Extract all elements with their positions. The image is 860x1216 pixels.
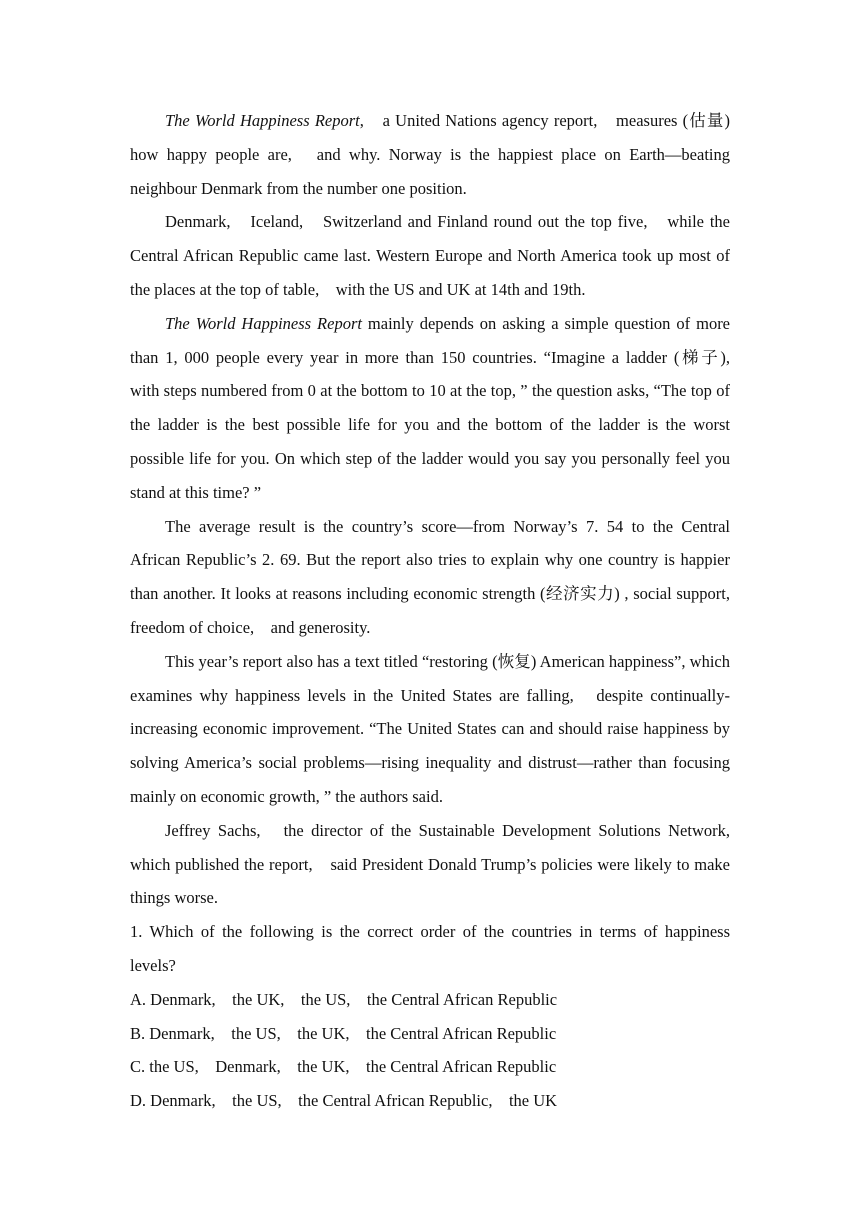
paragraph-4: The average result is the country’s score—from Norway’s 7. 54 to the Central African Republic’s 2. 69. But the report also tries to explain why one country is happier than another. It looks at reasons including economic strength (经济实力) , social support, freedom of choice, and generosity. <box>130 516 747 637</box>
option-c: C. the US, Denmark, the UK, the Central African Republic <box>130 1057 557 1077</box>
option-d: D. Denmark, the US, the Central African Republic, the UK <box>130 1091 558 1111</box>
paragraph-6: Jeffrey Sachs, the director of the Sustainable Development Solutions Network, which published the report, said President Donald Trump’s policies were likely to make things worse. <box>130 820 730 908</box>
reading-passage <box>130 104 747 915</box>
paragraph-1-text: , a United Nations agency report, measures (估量) how happy people are, and why. Norway is the happiest place on Earth—beating neighbour Denmark from the number one position. <box>130 111 730 198</box>
option-a: A. Denmark, the UK, the US, the Central African Republic <box>130 989 558 1009</box>
paragraph-2: Denmark, Iceland, Switzerland and Finland round out the top five, while the Central African Republic came last. Western Europe and North America took up most of the places at the top of table, with the US and UK at 14th and 19th. <box>130 212 730 299</box>
paragraph-1 <box>130 104 730 205</box>
paragraph-3-text: mainly depends on asking a simple question of more than 1, 000 people every year in more than 150 countries. “Imagine a ladder (梯子), with steps numbered from 0 at the bottom to 10 at the top, ” the question asks, “The top of the ladder is the best possible life for you and the bottom of the ladder is the worst possible life for you. On which step of the ladder would you say you personally feel you stand at this time? ” <box>130 313 747 502</box>
report-title: The World Happiness Report <box>165 111 360 130</box>
question-stem: 1. Which of the following is the correct order of the countries in terms of happiness levels? <box>130 922 730 975</box>
question-1 <box>130 915 730 1118</box>
option-b: B. Denmark, the US, the UK, the Central African Republic <box>130 1023 557 1043</box>
paragraph-3 <box>130 307 747 510</box>
report-title: The World Happiness Report <box>165 313 362 333</box>
paragraph-5: This year’s report also has a text titled “restoring (恢复) American happiness”, which examines why happiness levels in the United States are falling, despite continually-increasing economic improvement. “The United States can and should raise happiness by solving America’s social problems—rising inequality and distrust—rather than focusing mainly on economic growth, ” the authors said. <box>130 651 730 806</box>
